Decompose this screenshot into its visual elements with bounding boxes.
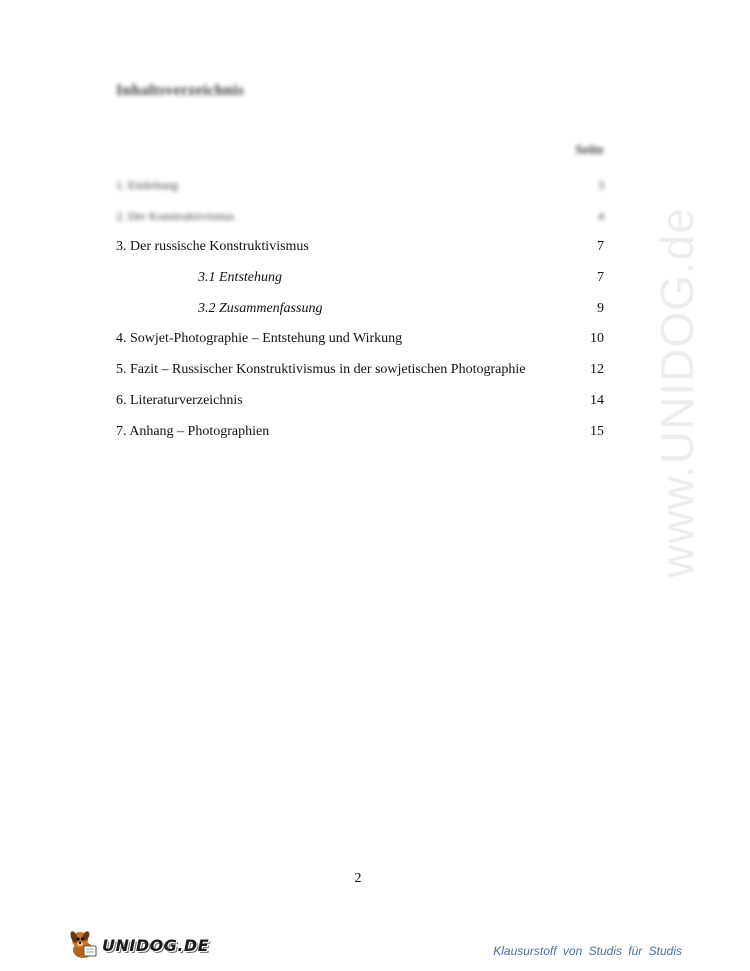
- toc-entry-page: 9: [597, 301, 604, 316]
- toc-entry-page: 4: [598, 209, 604, 223]
- toc-row: [116, 178, 604, 198]
- toc-entry-page: 7: [597, 239, 604, 254]
- toc-entry-page: 10: [590, 331, 604, 346]
- toc-entry-title: 4. Sowjet-Photographie – Entstehung und Wirkung: [116, 331, 403, 346]
- toc-entry-page: 7: [597, 270, 604, 285]
- toc-entry-title: 6. Literaturverzeichnis: [116, 393, 243, 408]
- page-column-label: Seite: [575, 143, 604, 158]
- watermark: www.UNIDOG.de: [651, 207, 703, 578]
- toc-entry-title: 2. Der Konstruktivismus: [116, 209, 235, 223]
- toc-entry-title: 3. Der russische Konstruktivismus: [116, 239, 309, 254]
- toc-row: [116, 424, 604, 444]
- toc-entry-page: 12: [590, 362, 604, 377]
- toc-entry-page: 15: [590, 424, 604, 439]
- toc-row: [116, 270, 604, 290]
- unidog-logo[interactable]: [66, 928, 209, 962]
- footer-tagline: Klausurstoff von Studis für Studis: [493, 944, 682, 958]
- toc-row: [116, 301, 604, 321]
- page-number: 2: [354, 871, 362, 886]
- toc-row: [116, 239, 604, 259]
- logo-text: UNIDOG.DE: [102, 935, 210, 955]
- toc-entry-page: 14: [590, 393, 604, 408]
- toc-row: [116, 209, 604, 229]
- toc-entry-title: 1. Einleitung: [116, 178, 178, 192]
- toc-entry-title: 5. Fazit – Russischer Konstruktivismus in der sowjetischen Photographie: [116, 362, 526, 377]
- toc-row: [116, 393, 604, 413]
- toc-entry-title: 7. Anhang – Photographien: [116, 424, 270, 439]
- dog-mascot-icon: [66, 928, 100, 962]
- toc-heading: Inhaltsverzeichnis: [116, 82, 245, 99]
- toc-row: [116, 331, 604, 351]
- toc-entry-title: 3.1 Entstehung: [198, 270, 282, 285]
- toc-entry-title: 3.2 Zusammenfassung: [198, 301, 323, 316]
- toc-row: [116, 362, 604, 382]
- toc-entry-page: 3: [598, 178, 604, 192]
